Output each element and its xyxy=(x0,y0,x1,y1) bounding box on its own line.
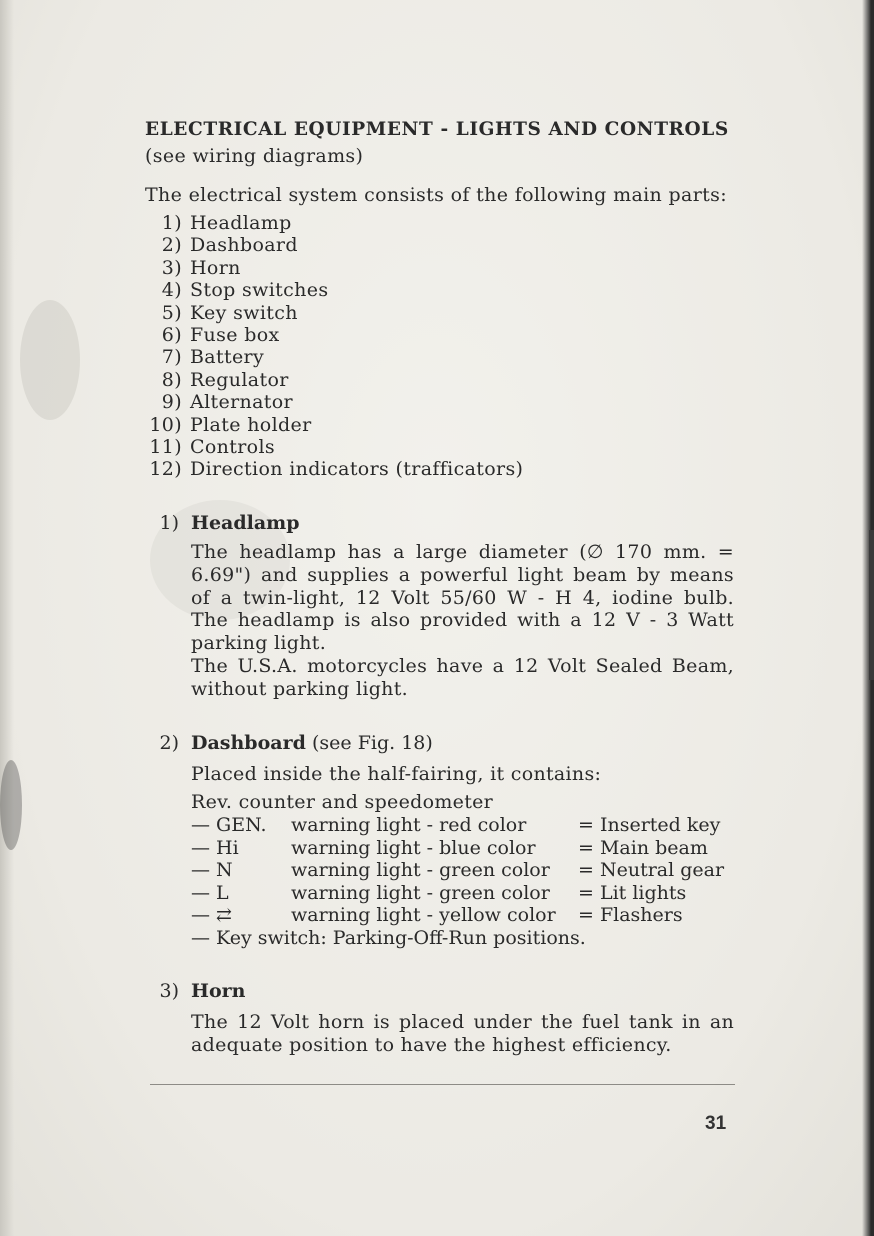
table-cell: — Hi xyxy=(191,836,239,859)
paragraph-line: of a twin-light, 12 Volt 55/60 W - H 4, iodine bulb. xyxy=(191,586,734,609)
table-cell: warning light - green color xyxy=(291,881,550,904)
section-figure-reference: (see Fig. 18) xyxy=(312,732,433,754)
dashboard-intro: Placed inside the half-fairing, it contains: xyxy=(191,763,602,785)
table-cell: = Neutral gear xyxy=(578,859,725,881)
parts-list xyxy=(145,212,523,481)
list-item xyxy=(145,391,523,413)
list-item-number: 7) xyxy=(161,346,182,369)
page-title: ELECTRICAL EQUIPMENT - LIGHTS AND CONTROLS xyxy=(145,119,729,140)
list-item-label: Controls xyxy=(190,435,275,458)
horn-paragraph xyxy=(191,1011,734,1057)
list-item-label: Headlamp xyxy=(190,212,292,234)
list-item xyxy=(145,458,523,480)
footer-divider xyxy=(150,1084,735,1085)
table-cell: = Inserted key xyxy=(578,814,721,836)
paragraph-line: The 12 Volt horn is placed under the fuel tank in an xyxy=(191,1011,734,1033)
list-item-label: Alternator xyxy=(190,391,293,414)
list-item-label: Stop switches xyxy=(190,279,329,302)
table-cell: = Main beam xyxy=(578,836,708,859)
paragraph-line: The U.S.A. motorcycles have a 12 Volt Sealed Beam, xyxy=(191,654,734,677)
list-item xyxy=(145,346,523,368)
list-item xyxy=(145,279,523,301)
section-number: 2) xyxy=(159,732,179,754)
list-item-number: 1) xyxy=(161,212,182,234)
thumb-tab-mark xyxy=(869,530,874,680)
section-title: Dashboard xyxy=(191,732,306,754)
key-switch-text: — Key switch: Parking-Off-Run positions. xyxy=(191,926,586,949)
paper-stain xyxy=(20,300,80,420)
list-item-number: 10) xyxy=(149,413,182,436)
section-title: Headlamp xyxy=(191,512,300,534)
table-cell: warning light - blue color xyxy=(291,836,536,859)
paragraph-line: The headlamp is also provided with a 12 V - 3 Watt xyxy=(191,609,734,632)
paragraph-line: parking light. xyxy=(191,632,327,655)
table-cell: warning light - red color xyxy=(291,814,527,836)
page-number: 31 xyxy=(705,1113,727,1134)
section-number: 1) xyxy=(159,512,179,534)
page-subtitle: (see wiring diagrams) xyxy=(145,145,364,167)
table-cell: warning light - yellow color xyxy=(291,904,556,926)
list-item-label: Dashboard xyxy=(190,234,298,257)
paragraph-line: 6.69") and supplies a powerful light beam by means xyxy=(191,563,734,586)
list-item-label: Regulator xyxy=(190,368,289,391)
list-item-number: 12) xyxy=(149,458,182,481)
list-item-label: Horn xyxy=(190,256,241,279)
table-cell: = Flashers xyxy=(578,904,683,926)
list-item-number: 11) xyxy=(149,435,182,458)
paper-stain xyxy=(0,760,22,850)
list-item-number: 8) xyxy=(161,368,182,391)
intro-text: The electrical system consists of the following main parts: xyxy=(145,184,727,206)
table-cell: — L xyxy=(191,881,229,904)
list-item xyxy=(145,436,523,458)
section-number: 3) xyxy=(159,980,179,1002)
list-item-label: Key switch xyxy=(190,301,298,324)
table-cell: — GEN. xyxy=(191,814,267,836)
list-item xyxy=(145,257,523,279)
table-cell: — N xyxy=(191,859,233,881)
list-item xyxy=(145,302,523,324)
list-item-label: Plate holder xyxy=(190,413,312,436)
section-title: Horn xyxy=(191,980,246,1002)
list-item-number: 3) xyxy=(161,256,182,279)
headlamp-paragraph xyxy=(191,541,734,701)
page-edge-shadow xyxy=(0,0,14,1236)
list-item xyxy=(145,414,523,436)
table-cell: = Lit lights xyxy=(578,881,687,904)
list-item-number: 5) xyxy=(161,301,182,324)
list-item xyxy=(145,212,523,234)
list-item-number: 6) xyxy=(161,323,182,346)
list-item xyxy=(145,234,523,256)
paragraph-line: without parking light. xyxy=(191,677,408,700)
list-item xyxy=(145,324,523,346)
table-cell: warning light - green color xyxy=(291,859,550,881)
list-item-number: 2) xyxy=(161,234,182,257)
list-item-label: Battery xyxy=(190,346,265,369)
list-item-number: 4) xyxy=(161,279,182,302)
table-cell: — ⇄ xyxy=(191,904,232,926)
list-item-label: Direction indicators (trafficators) xyxy=(190,458,524,481)
list-item xyxy=(145,369,523,391)
list-item-number: 9) xyxy=(161,391,182,414)
list-item-label: Fuse box xyxy=(190,323,280,346)
paragraph-line: The headlamp has a large diameter (∅ 170 mm. = xyxy=(191,541,734,563)
paragraph-line: adequate position to have the highest efficiency. xyxy=(191,1033,672,1056)
dashboard-counter-text: Rev. counter and speedometer xyxy=(191,791,494,813)
